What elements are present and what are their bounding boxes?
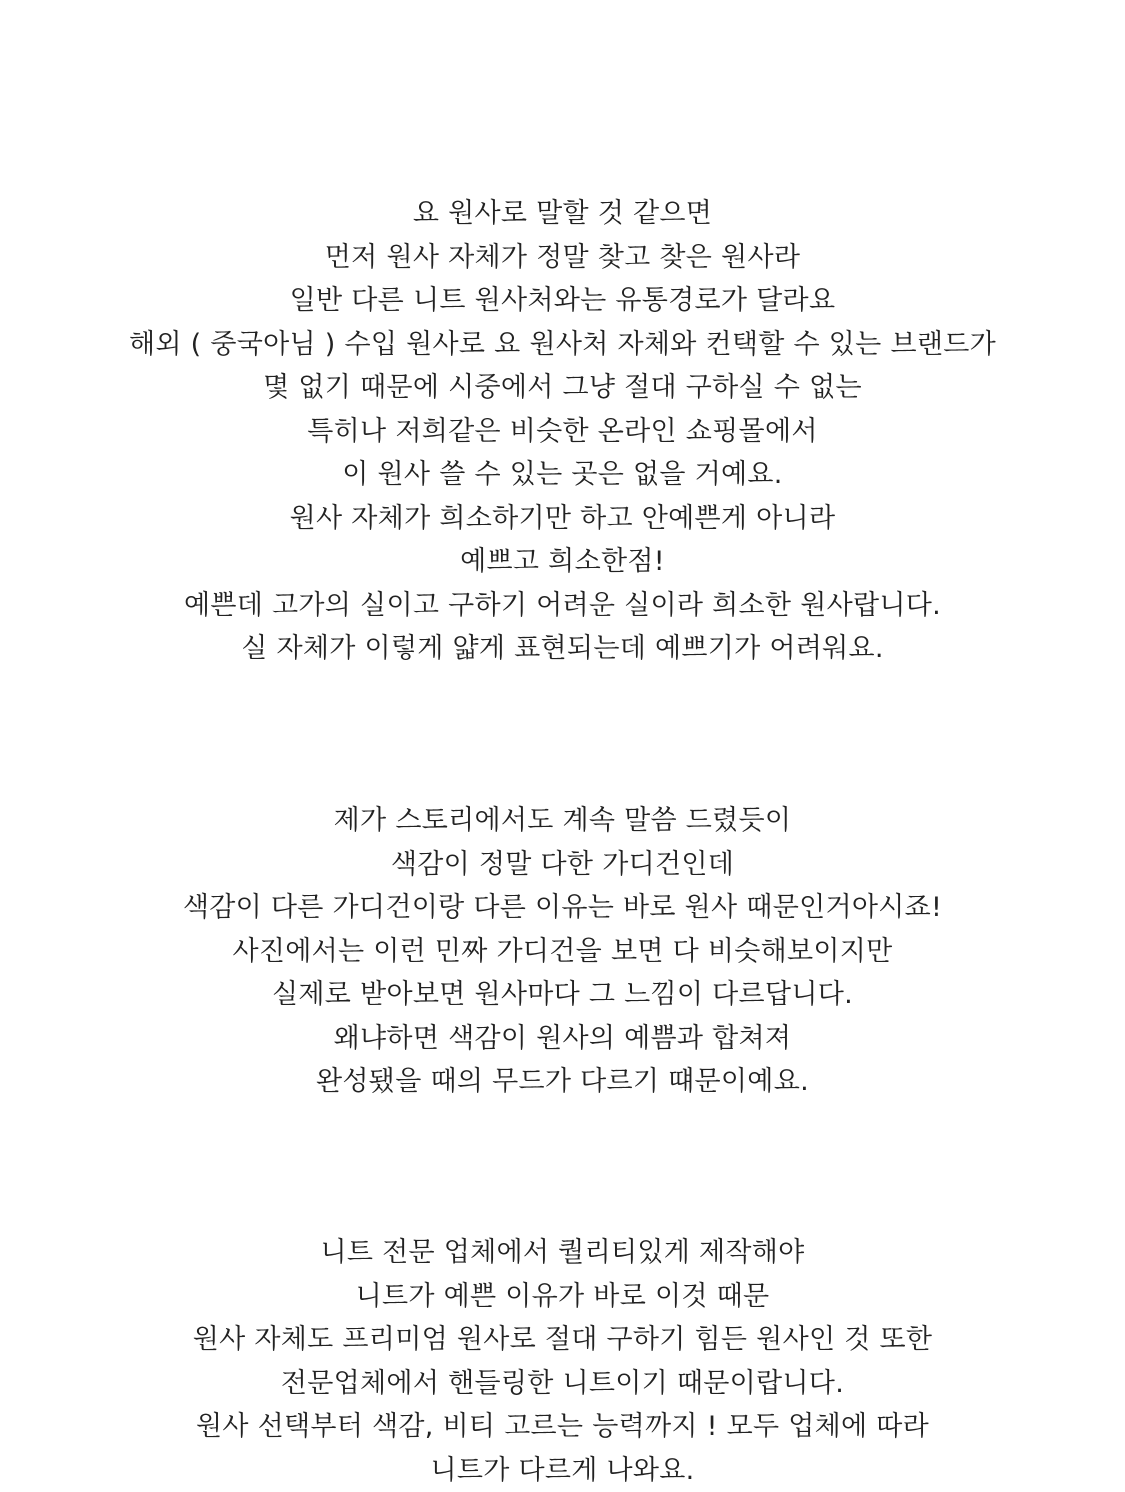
text-line: 제가 스토리에서도 계속 말씀 드렸듯이 [0, 799, 1125, 843]
text-line: 색감이 정말 다한 가디건인데 [0, 843, 1125, 887]
text-line: 특히나 저희같은 비슷한 온라인 쇼핑몰에서 [0, 410, 1125, 454]
text-line: 니트가 다르게 나와요. [0, 1449, 1125, 1492]
text-line: 전문업체에서 핸들링한 니트이기 때문이랍니다. [0, 1362, 1125, 1406]
text-line: 해외 ( 중국아님 ) 수입 원사로 요 원사처 자체와 컨택할 수 있는 브랜드가 [0, 323, 1125, 367]
text-line: 사진에서는 이런 민짜 가디건을 보면 다 비슷해보이지만 [0, 930, 1125, 974]
text-line: 원사 자체가 희소하기만 하고 안예쁜게 아니라 [0, 497, 1125, 541]
text-line: 왜냐하면 색감이 원사의 예쁨과 합쳐져 [0, 1017, 1125, 1061]
text-line: 예쁜데 고가의 실이고 구하기 어려운 실이라 희소한 원사랍니다. [0, 584, 1125, 628]
text-line: 요 원사로 말할 것 같으면 [0, 192, 1125, 236]
text-line: 일반 다른 니트 원사처와는 유통경로가 달라요 [0, 279, 1125, 323]
text-section-color [0, 799, 1125, 1104]
text-line: 완성됐을 때의 무드가 다르기 떄문이예요. [0, 1060, 1125, 1104]
text-line: 예쁘고 희소한점! [0, 540, 1125, 584]
text-section-yarn-origin [0, 192, 1125, 671]
text-line: 몇 없기 때문에 시중에서 그냥 절대 구하실 수 없는 [0, 366, 1125, 410]
text-line: 실제로 받아보면 원사마다 그 느낌이 다르답니다. [0, 973, 1125, 1017]
text-line: 니트 전문 업체에서 퀄리티있게 제작해야 [0, 1231, 1125, 1275]
text-line: 원사 자체도 프리미엄 원사로 절대 구하기 힘든 원사인 것 또한 [0, 1318, 1125, 1362]
text-line: 먼저 원사 자체가 정말 찾고 찾은 원사라 [0, 236, 1125, 280]
text-line: 이 원사 쓸 수 있는 곳은 없을 거예요. [0, 453, 1125, 497]
text-line: 색감이 다른 가디건이랑 다른 이유는 바로 원사 때문인거아시죠! [0, 886, 1125, 930]
text-line: 니트가 예쁜 이유가 바로 이것 때문 [0, 1275, 1125, 1319]
text-line: 원사 선택부터 색감, 비티 고르는 능력까지 ! 모두 업체에 따라 [0, 1405, 1125, 1449]
text-section-manufacturer [0, 1231, 1125, 1492]
text-line: 실 자체가 이렇게 얇게 표현되는데 예쁘기가 어려워요. [0, 627, 1125, 671]
